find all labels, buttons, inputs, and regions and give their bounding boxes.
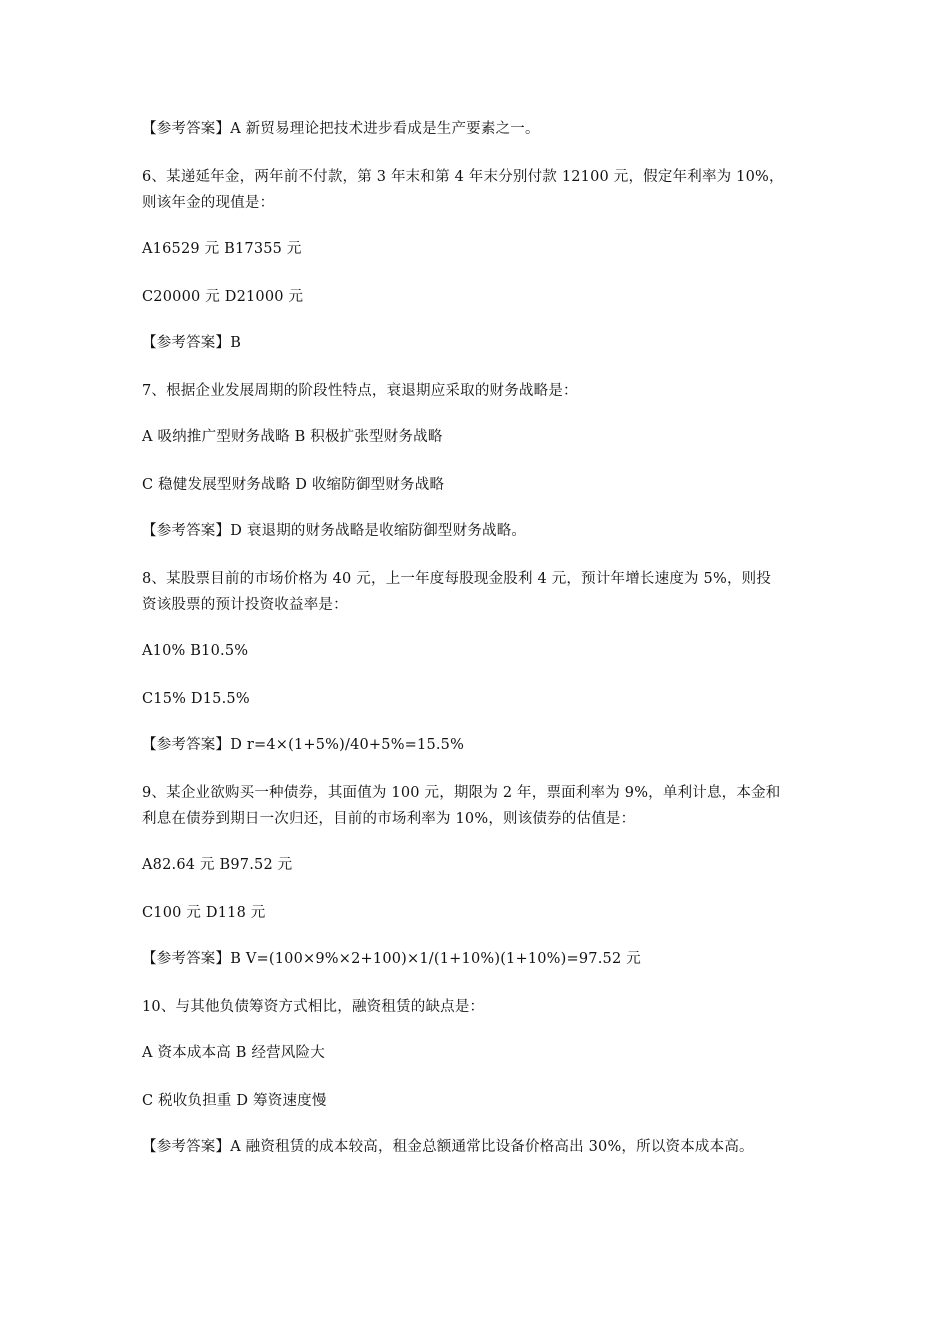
options-8-cd: C15% D15.5%	[142, 691, 250, 707]
answer-q5: 【参考答案】A 新贸易理论把技术进步看成是生产要素之一。	[142, 121, 540, 137]
question-8-line-1: 8、某股票目前的市场价格为 40 元，上一年度每股现金股利 4 元，预计年增长速度为 5%，则投	[142, 571, 772, 587]
answer-q9: 【参考答案】B V=(100×9%×2+100)×1/(1+10%)(1+10%)=97.52 元	[142, 951, 641, 967]
options-8-ab: A10% B10.5%	[142, 643, 249, 659]
answer-q10: 【参考答案】A 融资租赁的成本较高，租金总额通常比设备价格高出 30%，所以资本成本高。	[142, 1139, 754, 1155]
options-9-cd: C100 元 D118 元	[142, 905, 266, 921]
question-10: 10、与其他负债筹资方式相比，融资租赁的缺点是：	[142, 999, 485, 1015]
question-9-line-2: 利息在债券到期日一次归还，目前的市场利率为 10%，则该债券的估值是：	[142, 811, 636, 827]
answer-q7: 【参考答案】D 衰退期的财务战略是收缩防御型财务战略。	[142, 523, 527, 539]
question-7: 7、根据企业发展周期的阶段性特点，衰退期应采取的财务战略是：	[142, 383, 578, 399]
options-6-ab: A16529 元 B17355 元	[142, 241, 302, 257]
question-6-line-1: 6、某递延年金，两年前不付款，第 3 年末和第 4 年末分别付款 12100 元，假定年利率为 10%，	[142, 169, 784, 185]
question-6-line-2: 则该年金的现值是：	[142, 195, 275, 211]
question-9-line-1: 9、某企业欲购买一种债券，其面值为 100 元，期限为 2 年，票面利率为 9%，单利计息，本金和	[142, 785, 781, 801]
options-9-ab: A82.64 元 B97.52 元	[142, 857, 293, 873]
options-10-cd: C 税收负担重 D 筹资速度慢	[142, 1093, 327, 1109]
options-6-cd: C20000 元 D21000 元	[142, 289, 304, 305]
question-8-line-2: 资该股票的预计投资收益率是：	[142, 597, 348, 613]
answer-q8: 【参考答案】D r=4×(1+5%)/40+5%=15.5%	[142, 737, 465, 753]
answer-q6: 【参考答案】B	[142, 335, 242, 351]
options-10-ab: A 资本成本高 B 经营风险大	[142, 1045, 325, 1061]
options-7-cd: C 稳健发展型财务战略 D 收缩防御型财务战略	[142, 477, 445, 493]
options-7-ab: A 吸纳推广型财务战略 B 积极扩张型财务战略	[142, 429, 443, 445]
